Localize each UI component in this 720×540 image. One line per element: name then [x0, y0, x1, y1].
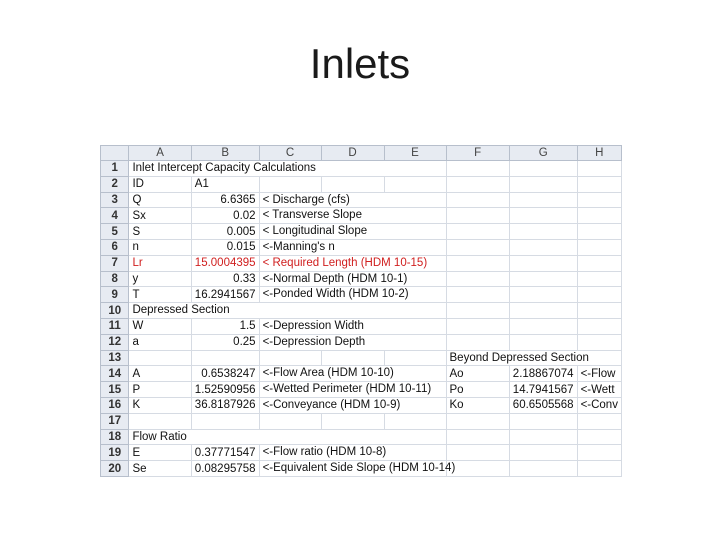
- cell-a[interactable]: W: [129, 318, 191, 334]
- row-header[interactable]: 18: [101, 429, 129, 445]
- sheet-row: [101, 271, 622, 287]
- cell-c-text: < Discharge (cfs): [262, 193, 350, 206]
- sheet-row: [101, 445, 622, 461]
- cell-b[interactable]: 15.0004395: [191, 255, 259, 271]
- sheet-row: [101, 334, 622, 350]
- cell-f[interactable]: [446, 318, 509, 334]
- cell-a[interactable]: T: [129, 287, 191, 303]
- cell-e[interactable]: [384, 445, 446, 461]
- cell-h[interactable]: [577, 176, 621, 192]
- row-header[interactable]: 9: [101, 287, 129, 303]
- row-header[interactable]: 15: [101, 382, 129, 398]
- cell-a[interactable]: A: [129, 366, 191, 382]
- cell-c-text: < Longitudinal Slope: [262, 225, 368, 238]
- cell-f[interactable]: [446, 350, 589, 366]
- cell-g[interactable]: 14.7941567: [509, 382, 577, 398]
- cell-a[interactable]: [129, 413, 191, 429]
- cell-h[interactable]: [577, 271, 621, 287]
- cell-g[interactable]: [509, 271, 577, 287]
- cell-a-text: Flow Ratio: [132, 430, 187, 443]
- cell-f[interactable]: Ao: [446, 366, 509, 382]
- cell-h[interactable]: [577, 255, 621, 271]
- sheet-row: [101, 161, 622, 177]
- cell-b[interactable]: [191, 350, 259, 366]
- sheet-row: [101, 382, 622, 398]
- cell-c[interactable]: [259, 255, 428, 271]
- cell-a[interactable]: Se: [129, 461, 191, 477]
- cell-f[interactable]: [446, 287, 509, 303]
- cell-b[interactable]: 1.5: [191, 318, 259, 334]
- cell-c[interactable]: [259, 208, 362, 224]
- cell-e[interactable]: [384, 176, 446, 192]
- cell-h[interactable]: [577, 239, 621, 255]
- cell-h[interactable]: [577, 303, 621, 319]
- cell-c[interactable]: [259, 445, 387, 461]
- cell-g[interactable]: [509, 413, 577, 429]
- cell-e[interactable]: [384, 224, 446, 240]
- cell-c-text: <-Depression Depth: [262, 335, 366, 348]
- cell-b[interactable]: 36.8187926: [191, 397, 259, 413]
- cell-h[interactable]: [577, 461, 621, 477]
- cell-f[interactable]: [446, 176, 509, 192]
- sheet-row: [101, 429, 622, 445]
- cell-c-text: <-Manning's n: [262, 240, 335, 253]
- select-all-corner[interactable]: [101, 146, 129, 161]
- cell-g[interactable]: [509, 208, 577, 224]
- cell-b[interactable]: [191, 429, 259, 445]
- cell-f[interactable]: [446, 461, 509, 477]
- row-header[interactable]: 4: [101, 208, 129, 224]
- cell-a[interactable]: [129, 429, 191, 445]
- cell-g[interactable]: [509, 334, 577, 350]
- sheet-row: [101, 239, 622, 255]
- sheet-row: [101, 366, 622, 382]
- cell-g[interactable]: [509, 318, 577, 334]
- cell-d[interactable]: [321, 429, 384, 445]
- row-header[interactable]: 5: [101, 224, 129, 240]
- cell-b[interactable]: 0.005: [191, 224, 259, 240]
- slide-title: Inlets: [309, 40, 411, 87]
- cell-f[interactable]: [446, 224, 509, 240]
- column-header-h[interactable]: H: [577, 146, 621, 161]
- column-header-e[interactable]: E: [384, 146, 446, 161]
- spreadsheet: [100, 145, 622, 475]
- cell-a[interactable]: Lr: [129, 255, 191, 271]
- sheet-row: [101, 461, 622, 477]
- cell-h[interactable]: [577, 208, 621, 224]
- column-header-d[interactable]: D: [321, 146, 384, 161]
- cell-b[interactable]: 0.6538247: [191, 366, 259, 382]
- cell-g[interactable]: [509, 176, 577, 192]
- cell-a[interactable]: ID: [129, 176, 191, 192]
- sheet-row: [101, 318, 622, 334]
- cell-b[interactable]: [191, 413, 259, 429]
- sheet-row: [101, 192, 622, 208]
- column-header-b[interactable]: B: [191, 146, 259, 161]
- cell-a[interactable]: a: [129, 334, 191, 350]
- cell-c-text: <-Flow ratio (HDM 10-8): [262, 446, 387, 459]
- cell-h[interactable]: <-Wett: [577, 382, 621, 398]
- cell-e[interactable]: [384, 429, 446, 445]
- cell-c[interactable]: [259, 303, 321, 319]
- cell-b[interactable]: 0.08295758: [191, 461, 259, 477]
- cell-c[interactable]: [259, 287, 409, 303]
- cell-b[interactable]: A1: [191, 176, 259, 192]
- cell-b[interactable]: 0.25: [191, 334, 259, 350]
- cell-h[interactable]: [577, 334, 621, 350]
- cell-c-text: <-Flow Area (HDM 10-10): [262, 367, 394, 380]
- cell-f[interactable]: [446, 413, 509, 429]
- cell-b[interactable]: 0.33: [191, 271, 259, 287]
- row-header[interactable]: 6: [101, 239, 129, 255]
- cell-f[interactable]: [446, 255, 509, 271]
- cell-e[interactable]: [384, 334, 446, 350]
- column-header-a[interactable]: A: [129, 146, 191, 161]
- cell-f[interactable]: [446, 208, 509, 224]
- cell-h[interactable]: [577, 224, 621, 240]
- cell-g[interactable]: [509, 287, 577, 303]
- cell-b[interactable]: 0.015: [191, 239, 259, 255]
- cell-a-text: Depressed Section: [132, 304, 230, 317]
- cell-a[interactable]: E: [129, 445, 191, 461]
- cell-h[interactable]: [577, 413, 621, 429]
- cell-a[interactable]: n: [129, 239, 191, 255]
- cell-b[interactable]: 0.02: [191, 208, 259, 224]
- cell-c-text: <-Ponded Width (HDM 10-2): [262, 288, 409, 301]
- cell-h[interactable]: [577, 318, 621, 334]
- sheet-row: [101, 350, 622, 366]
- sheet-row: [101, 208, 622, 224]
- cell-g[interactable]: [509, 445, 577, 461]
- sheet-row: [101, 303, 622, 319]
- column-header-f[interactable]: F: [446, 146, 509, 161]
- row-header[interactable]: 17: [101, 413, 129, 429]
- cell-c[interactable]: [259, 413, 321, 429]
- column-header-c[interactable]: C: [259, 146, 321, 161]
- spreadsheet-grid: [100, 145, 622, 477]
- cell-f-text: Beyond Depressed Section: [449, 351, 589, 364]
- cell-a[interactable]: y: [129, 271, 191, 287]
- cell-h[interactable]: [577, 161, 621, 177]
- cell-d[interactable]: [321, 413, 384, 429]
- cell-f[interactable]: Ko: [446, 397, 509, 413]
- cell-c[interactable]: [259, 366, 394, 382]
- cell-f[interactable]: [446, 239, 509, 255]
- cell-a-text: Inlet Intercept Capacity Calculations: [132, 162, 316, 174]
- cell-e[interactable]: [384, 239, 446, 255]
- cell-c-text: <-Wetted Perimeter (HDM 10-11): [262, 383, 432, 396]
- cell-d[interactable]: [321, 176, 384, 192]
- cell-d[interactable]: [321, 161, 384, 177]
- cell-a[interactable]: K: [129, 397, 191, 413]
- cell-g[interactable]: [509, 461, 577, 477]
- cell-h[interactable]: [577, 287, 621, 303]
- row-header[interactable]: 1: [101, 161, 129, 177]
- cell-f[interactable]: [446, 271, 509, 287]
- cell-e[interactable]: [384, 350, 446, 366]
- row-header[interactable]: 7: [101, 255, 129, 271]
- cell-f[interactable]: [446, 192, 509, 208]
- sheet-row: [101, 413, 622, 429]
- cell-a[interactable]: Sx: [129, 208, 191, 224]
- row-header[interactable]: 14: [101, 366, 129, 382]
- cell-h[interactable]: [577, 429, 621, 445]
- cell-h[interactable]: <-Flow: [577, 366, 621, 382]
- cell-c[interactable]: [259, 176, 321, 192]
- cell-a[interactable]: [129, 303, 230, 319]
- cell-c-text: < Required Length (HDM 10-15): [262, 256, 428, 269]
- cell-c[interactable]: [259, 397, 401, 413]
- cell-c-text: < Transverse Slope: [262, 209, 362, 222]
- cell-d[interactable]: [321, 350, 384, 366]
- cell-c[interactable]: [259, 429, 321, 445]
- column-header-g[interactable]: G: [509, 146, 577, 161]
- cell-h[interactable]: [577, 192, 621, 208]
- cell-h[interactable]: <-Conv: [577, 397, 621, 413]
- cell-f[interactable]: [446, 161, 509, 177]
- cell-e[interactable]: [384, 161, 446, 177]
- cell-e[interactable]: [384, 318, 446, 334]
- cell-g[interactable]: [509, 429, 577, 445]
- sheet-row: [101, 176, 622, 192]
- cell-c[interactable]: [259, 350, 321, 366]
- cell-a[interactable]: S: [129, 224, 191, 240]
- row-header[interactable]: 3: [101, 192, 129, 208]
- cell-f[interactable]: [446, 429, 509, 445]
- cell-g[interactable]: [509, 239, 577, 255]
- row-header[interactable]: 10: [101, 303, 129, 319]
- row-header[interactable]: 13: [101, 350, 129, 366]
- cell-g[interactable]: [509, 255, 577, 271]
- cell-e[interactable]: [384, 303, 446, 319]
- sheet-row: [101, 287, 622, 303]
- cell-a[interactable]: [129, 350, 191, 366]
- cell-e[interactable]: [384, 192, 446, 208]
- cell-h[interactable]: [577, 445, 621, 461]
- cell-c-text: <-Normal Depth (HDM 10-1): [262, 272, 408, 285]
- cell-b[interactable]: 6.6365: [191, 192, 259, 208]
- cell-c-text: <-Conveyance (HDM 10-9): [262, 398, 401, 411]
- cell-f[interactable]: Po: [446, 382, 509, 398]
- cell-c[interactable]: [259, 271, 408, 287]
- cell-e[interactable]: [384, 413, 446, 429]
- cell-a[interactable]: P: [129, 382, 191, 398]
- cell-c[interactable]: [259, 461, 456, 477]
- cell-f[interactable]: [446, 445, 509, 461]
- cell-b[interactable]: 1.52590956: [191, 382, 259, 398]
- row-header[interactable]: 11: [101, 318, 129, 334]
- column-header-row: [101, 146, 622, 161]
- cell-d[interactable]: [321, 303, 384, 319]
- cell-a[interactable]: [129, 161, 316, 177]
- row-header[interactable]: 19: [101, 445, 129, 461]
- row-header[interactable]: 2: [101, 176, 129, 192]
- row-header[interactable]: 16: [101, 397, 129, 413]
- row-header[interactable]: 8: [101, 271, 129, 287]
- cell-g[interactable]: 60.6505568: [509, 397, 577, 413]
- cell-c[interactable]: [259, 239, 335, 255]
- cell-c-text: <-Depression Width: [262, 319, 364, 332]
- cell-g[interactable]: [509, 192, 577, 208]
- cell-b[interactable]: 16.2941567: [191, 287, 259, 303]
- row-header[interactable]: 12: [101, 334, 129, 350]
- row-header[interactable]: 20: [101, 461, 129, 477]
- cell-f[interactable]: [446, 303, 509, 319]
- cell-b[interactable]: 0.37771547: [191, 445, 259, 461]
- cell-c[interactable]: [259, 192, 350, 208]
- cell-g[interactable]: [509, 303, 577, 319]
- cell-c[interactable]: [259, 318, 364, 334]
- cell-f[interactable]: [446, 334, 509, 350]
- cell-a[interactable]: Q: [129, 192, 191, 208]
- sheet-row: [101, 224, 622, 240]
- sheet-row: [101, 255, 622, 271]
- cell-c-text: <-Equivalent Side Slope (HDM 10-14): [262, 462, 456, 475]
- cell-c[interactable]: [259, 334, 366, 350]
- sheet-row: [101, 397, 622, 413]
- cell-e[interactable]: [384, 208, 446, 224]
- cell-g[interactable]: 2.18867074: [509, 366, 577, 382]
- cell-g[interactable]: [509, 224, 577, 240]
- cell-g[interactable]: [509, 161, 577, 177]
- cell-c[interactable]: [259, 224, 368, 240]
- cell-c[interactable]: [259, 382, 432, 398]
